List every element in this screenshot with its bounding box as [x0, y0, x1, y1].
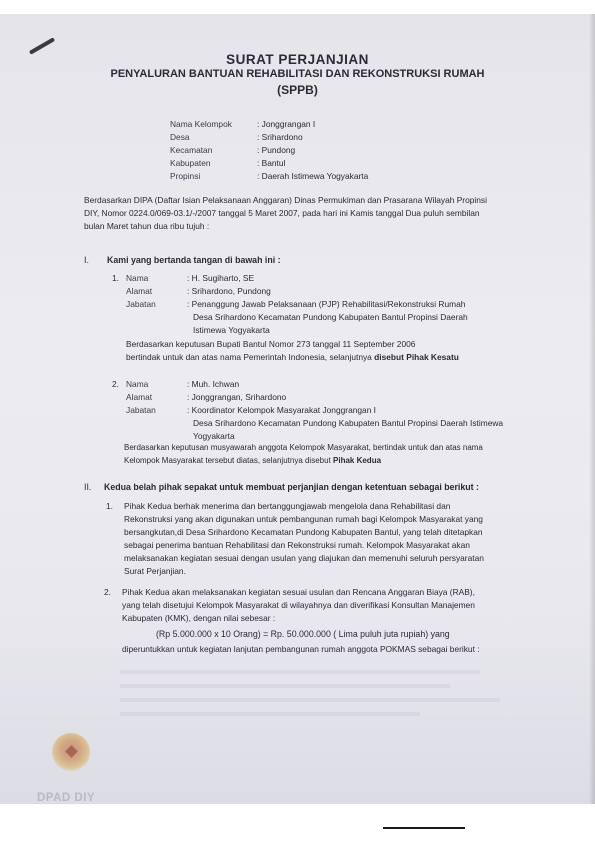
item1-line: Rekonstruksi yang akan digunakan untuk pembangunan rumah bagi Kelompok Masyarakat yang [124, 514, 483, 524]
item2-amount: (Rp 5.000.000 x 10 Orang) = Rp. 50.000.000 ( Lima puluh juta rupiah) yang [156, 629, 450, 639]
info-label-desa: Desa [170, 132, 190, 142]
party1-basis-text: bertindak untuk dan atas nama Pemerintah Indonesia, selanjutnya [126, 352, 372, 362]
item2-purpose: diperuntukkan untuk kegiatan lanjutan pembangunan rumah anggota POKMAS sebagai berikut : [122, 644, 480, 654]
document-subtitle: PENYALURAN BANTUAN REHABILITASI DAN REKONSTRUKSI RUMAH [110, 68, 485, 80]
info-value-desa: : Srihardono [257, 132, 303, 142]
item1-line: bersangkutan,di Desa Srihardono Kecamatan Pundong Kabupaten Bantul, yang telah ditetapkan [124, 527, 483, 537]
page-edge-shadow [589, 14, 595, 804]
info-value-kabupaten: : Bantul [257, 158, 286, 168]
party2-alamat: : Jonggrangan, Srihardono [187, 392, 287, 402]
party1-nama-label: Nama [126, 273, 149, 283]
party2-jabatan-label: Jabatan [126, 405, 156, 415]
item1-line: sebagai penerima bantuan Rehabilitasi dan Rekonstruksi rumah. Kelompok Masyarakat akan [124, 540, 470, 550]
info-value-nama-kelompok: : Jonggrangan I [257, 119, 316, 129]
info-value-propinsi: : Daerah Istimewa Yogyakarta [257, 171, 369, 181]
party-number: 2. [112, 379, 119, 389]
party1-jabatan-line: : Penanggung Jawab Pelaksanaan (PJP) Rehabilitasi/Rekonstruksi Rumah [187, 299, 466, 309]
bleed-through-text [120, 698, 500, 702]
section-number: I. [84, 255, 89, 265]
bleed-through-text [120, 670, 480, 674]
item1-line: Surat Perjanjian. [124, 566, 186, 576]
item-number: 2. [104, 587, 111, 597]
party2-basis-line [124, 456, 381, 465]
item-number: 1. [106, 501, 113, 511]
party1-jabatan-label: Jabatan [126, 299, 156, 309]
party2-role: Pihak Kedua [333, 456, 382, 465]
section-number: II. [84, 482, 92, 492]
item2-line: Pihak Kedua akan melaksanakan kegiatan sesuai usulan dan Rencana Anggaran Biaya (RAB), [122, 587, 475, 597]
party1-jabatan-line: Desa Srihardono Kecamatan Pundong Kabupaten Bantul Propinsi Daerah [193, 312, 468, 322]
party2-nama: : Muh. Ichwan [187, 379, 240, 389]
party1-nama: : H. Sugiharto, SE [187, 273, 255, 283]
party1-basis-line: Berdasarkan keputusan Bupati Bantul Nomor 273 tanggal 11 September 2006 [126, 339, 416, 349]
watermark: DPAD DIY [37, 792, 96, 804]
document-code: (SPPB) [277, 83, 318, 97]
bleed-through-text [120, 684, 450, 688]
party2-jabatan-line: Yogyakarta [193, 431, 235, 441]
party1-basis-line [126, 352, 459, 362]
party1-alamat-label: Alamat [126, 286, 153, 296]
info-label-propinsi: Propinsi [170, 171, 201, 181]
section-heading: Kami yang bertanda tangan di bawah ini : [107, 255, 281, 265]
footer-rule [383, 827, 465, 829]
party1-jabatan-line: Istimewa Yogyakarta [193, 325, 270, 335]
intro-line: Berdasarkan DIPA (Daftar Isian Pelaksanaan Anggaran) Dinas Permukiman dan Prasarana Wilayah Propinsi [84, 195, 487, 205]
info-label-nama-kelompok: Nama Kelompok [170, 119, 232, 129]
intro-line: bulan Maret tahun dua ribu tujuh : [84, 221, 210, 231]
bleed-through-text [120, 712, 420, 716]
party2-basis-line: Berdasarkan keputusan musyawarah anggota Kelompok Masyarakat, bertindak untuk dan atas nama [124, 443, 483, 452]
party1-role: disebut Pihak Kesatu [374, 352, 459, 362]
party2-nama-label: Nama [126, 379, 149, 389]
party-number: 1. [112, 273, 119, 283]
party1-alamat: : Srihardono, Pundong [187, 286, 271, 296]
item1-line: Pihak Kedua berhak menerima dan bertanggungjawab mengelola dana Rehabilitasi dan [124, 501, 451, 511]
party2-jabatan-line: Desa Srihardono Kecamatan Pundong Kabupaten Bantul Propinsi Daerah Istimewa [193, 418, 504, 428]
party2-basis-text: Kelompok Masyarakat tersebut diatas, selanjutnya disebut [124, 456, 331, 465]
item1-line: melaksanakan kegiatan sesuai dengan usulan yang diajukan dan memenuhi seluruh persyaratan [124, 553, 484, 563]
info-value-kecamatan: : Pundong [257, 145, 296, 155]
intro-line: DIY, Nomor 0224.0/069-03.1/-/2007 tanggal 5 Maret 2007, pada hari ini Kamis tanggal Dua puluh sembilan [84, 208, 480, 218]
party2-jabatan-line: : Koordinator Kelompok Masyarakat Jonggrangan I [187, 405, 377, 415]
party2-alamat-label: Alamat [126, 392, 153, 402]
document-title: SURAT PERJANJIAN [226, 52, 369, 67]
section-heading: Kedua belah pihak sepakat untuk membuat perjanjian dengan ketentuan sebagai berikut : [104, 482, 479, 492]
info-label-kabupaten: Kabupaten [170, 158, 211, 168]
item2-line: yang telah disetujui Kelompok Masyarakat di wilayahnya dan diverifikasi Konsultan Manajemen [122, 600, 475, 610]
item2-line: Kabupaten (KMK), dengan nilai sebesar : [122, 613, 276, 623]
info-label-kecamatan: Kecamatan [170, 145, 213, 155]
